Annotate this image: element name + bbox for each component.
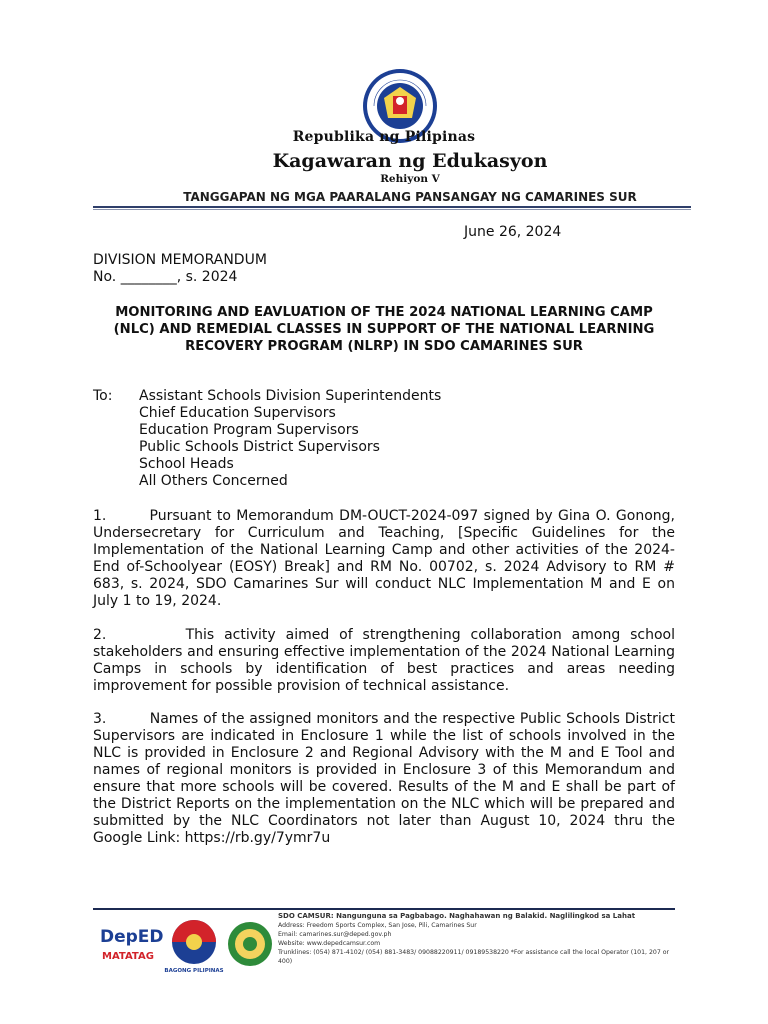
matatag-logo-text: MATATAG bbox=[102, 951, 154, 962]
footer-trunklines: Trunklines: (054) 871-4102/ (054) 881-3483/ 09088220911/ 09189538220 *For assistance call the local Operator (101, 207 or 400) bbox=[278, 949, 670, 965]
recipient-item: Public Schools District Supervisors bbox=[139, 439, 380, 455]
header-divider-thin bbox=[93, 209, 691, 210]
bagong-pilipinas-text: BAGONG PILIPINAS bbox=[164, 968, 224, 974]
department-heading: Kagawaran ng Edukasyon bbox=[272, 150, 548, 172]
footer-tagline: SDO CAMSUR: Nangunguna sa Pagbabago. Naghahawan ng Balakid. Naglilingkod sa Lahat bbox=[278, 912, 636, 920]
header-divider bbox=[93, 206, 691, 208]
memo-date: June 26, 2024 bbox=[464, 224, 562, 240]
footer-contact-info bbox=[278, 912, 678, 966]
recipient-item: Assistant Schools Division Superintendents bbox=[139, 388, 442, 404]
paragraph-2: 2. This activity aimed of strengthening collaboration among school stakeholders and ensuring effective implementation of the 2024 National Learning Camps in schools by identification of best practices and areas needing improvement for possible provision of technical assistance. bbox=[93, 627, 675, 694]
memo-number: No. ________, s. 2024 bbox=[93, 269, 238, 285]
deped-logo-text: DepED bbox=[100, 927, 164, 947]
recipient-item: All Others Concerned bbox=[139, 473, 288, 489]
republic-heading: Republika ng Pilipinas bbox=[292, 129, 476, 145]
recipient-item: School Heads bbox=[139, 456, 234, 472]
memo-title: MONITORING AND EAVLUATION OF THE 2024 NATIONAL LEARNING CAMP (NLC) AND REMEDIAL CLASSES IN SUPPORT OF THE NATIONAL LEARNING RECOVERY PROGRAM (NLRP) IN SDO CAMARINES SUR bbox=[113, 305, 655, 354]
footer-divider bbox=[93, 908, 675, 910]
footer-address: Address: Freedom Sports Complex, San Jose, Pili, Camarines Sur bbox=[278, 922, 477, 929]
sdo-camsur-seal bbox=[228, 922, 272, 966]
to-label: To: bbox=[93, 388, 113, 404]
paragraph-3: 3. Names of the assigned monitors and the respective Public Schools District Supervisors are indicated in Enclosure 1 while the list of schools involved in the NLC is provided in Enclosure 2 and Regional Advisory with the M and E Tool and names of regional monitors is provided in Enclosure 3 of this Memorandum and ensure that more schools will be covered. Results of the M and E shall be part of the District Reports on the implementation on the NLC which will be prepared and submitted by the NLC Coordinators not later than August 10, 2024 thru the Google Link: https://rb.gy/7ymr7u bbox=[93, 711, 675, 846]
recipient-item: Chief Education Supervisors bbox=[139, 405, 336, 421]
recipient-list bbox=[139, 388, 441, 490]
footer-website: Website: www.depedcamsur.com bbox=[278, 940, 381, 947]
recipient-item: Education Program Supervisors bbox=[139, 422, 359, 438]
footer-logos bbox=[98, 912, 274, 976]
paragraph-1: 1. Pursuant to Memorandum DM-OUCT-2024-097 signed by Gina O. Gonong, Undersecretary for Curriculum and Teaching, [Specific Guidelines for the Implementation of the National Learning Camp and other activities of the 2024-End of-Schoolyear (EOSY) Break] and RM No. 00702, s. 2024 Advisory to RM # 683, s. 2024, SDO Camarines Sur will conduct NLC Implementation M and E on July 1 to 19, 2024. bbox=[93, 508, 675, 609]
footer-email: Email: camarines.sur@deped.gov.ph bbox=[278, 931, 392, 938]
deped-matatag-logo bbox=[100, 927, 164, 962]
region-heading: Rehiyon V bbox=[380, 173, 440, 185]
bagong-pilipinas-logo bbox=[164, 920, 223, 974]
memo-type: DIVISION MEMORANDUM bbox=[93, 252, 267, 268]
office-heading: TANGGAPAN NG MGA PAARALANG PANSANGAY NG CAMARINES SUR bbox=[183, 190, 637, 204]
